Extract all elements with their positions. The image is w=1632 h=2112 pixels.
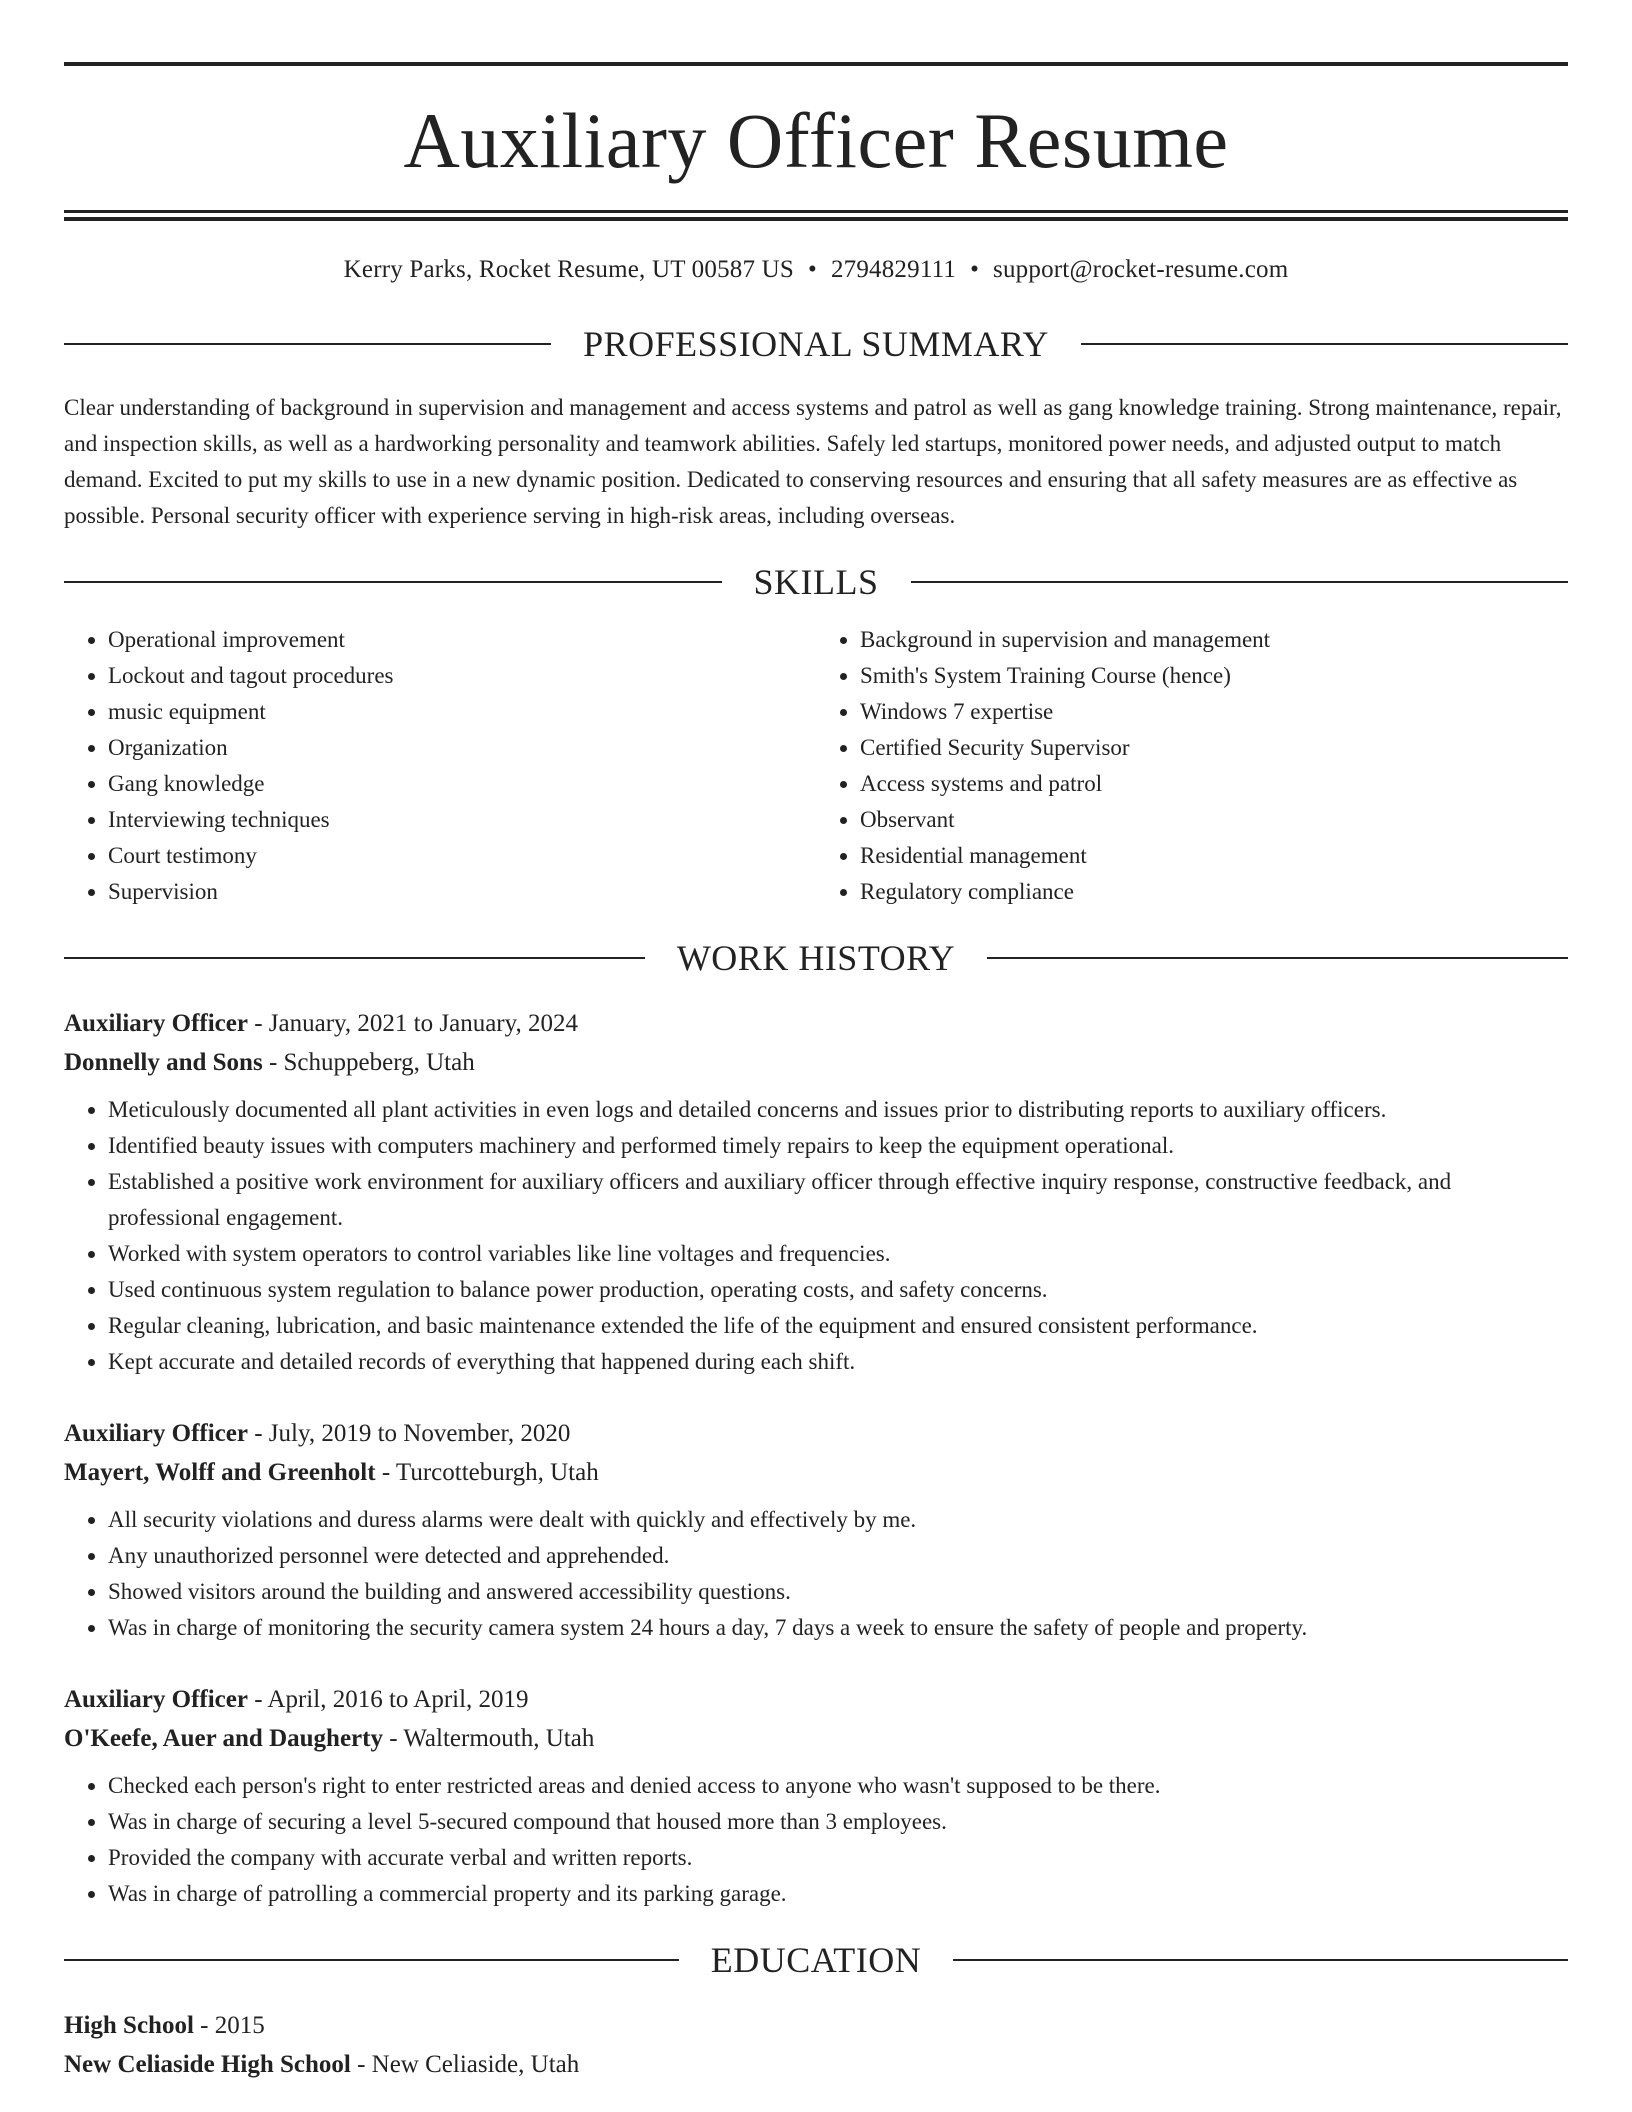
heading-rule xyxy=(987,957,1568,959)
heading-rule xyxy=(64,957,645,959)
heading-rule xyxy=(64,343,551,345)
job-location: - Schuppeberg, Utah xyxy=(262,1049,475,1076)
education-year: - 2015 xyxy=(193,2012,265,2039)
section-heading-summary xyxy=(64,326,1568,362)
skills-list-left xyxy=(64,622,816,910)
skill-item: • music equipment xyxy=(108,694,816,730)
job-company: Mayert, Wolff and Greenholt xyxy=(64,1459,376,1486)
section-heading-education xyxy=(64,1942,1568,1978)
heading-rule xyxy=(953,1959,1568,1961)
job-bullet: • Was in charge of patrolling a commercial property and its parking garage. xyxy=(108,1876,1568,1912)
contact-separator: • xyxy=(970,256,980,283)
contact-address: Kerry Parks, Rocket Resume, UT 00587 US xyxy=(343,256,794,283)
education-school-line xyxy=(64,2045,1568,2084)
section-title: PROFESSIONAL SUMMARY xyxy=(583,324,1049,364)
job-title-line xyxy=(64,1680,1568,1719)
section-title: WORK HISTORY xyxy=(676,938,956,978)
job-dates: - April, 2016 to April, 2019 xyxy=(247,1686,529,1713)
job-bullet: • Worked with system operators to control variables like line voltages and frequencies. xyxy=(108,1236,1568,1272)
job-company-line xyxy=(64,1453,1568,1492)
job-company: Donnelly and Sons xyxy=(64,1049,263,1076)
job-dates: - July, 2019 to November, 2020 xyxy=(247,1420,571,1447)
job-bullet: • Was in charge of monitoring the security camera system 24 hours a day, 7 days a week to ensure the safety of people and property. xyxy=(108,1610,1568,1646)
job-role: Auxiliary Officer xyxy=(64,1420,248,1447)
job-company-line xyxy=(64,1719,1568,1758)
top-rule xyxy=(64,62,1568,66)
section-title: SKILLS xyxy=(753,562,879,602)
contact-email: support@rocket-resume.com xyxy=(993,256,1289,283)
skill-item: • Background in supervision and management xyxy=(860,622,1568,658)
job-bullet: • Kept accurate and detailed records of everything that happened during each shift. xyxy=(108,1344,1568,1380)
job-company-line xyxy=(64,1043,1568,1082)
skill-item: • Lockout and tagout procedures xyxy=(108,658,816,694)
contact-phone: 2794829111 xyxy=(830,256,957,283)
education-entry xyxy=(64,2006,1568,2084)
job-dates: - January, 2021 to January, 2024 xyxy=(247,1010,579,1037)
heading-rule xyxy=(64,581,722,583)
skill-item: • Access systems and patrol xyxy=(860,766,1568,802)
skill-item: • Court testimony xyxy=(108,838,816,874)
section-title: EDUCATION xyxy=(710,1940,922,1980)
job-bullet: • Checked each person's right to enter restricted areas and denied access to anyone who wasn't supposed to be there. xyxy=(108,1768,1568,1804)
job-bullets xyxy=(64,1092,1568,1380)
education-school: New Celiaside High School xyxy=(64,2051,351,2078)
job-role: Auxiliary Officer xyxy=(64,1010,248,1037)
professional-summary-text: Clear understanding of background in supervision and management and access systems and patrol as well as gang knowledge training. Strong maintenance, repair, and inspection skills, as well as a hardworking personality and teamwork abilities. Safely led startups, monitored power needs, and adjusted output to match demand. Excited to put my skills to use in a new dynamic position. Dedicated to conserving resources and ensuring that all safety measures are as effective as possible. Personal security officer with experience serving in high-risk areas, including overseas. xyxy=(64,395,1562,528)
title-double-rule xyxy=(64,210,1568,221)
skill-item: • Residential management xyxy=(860,838,1568,874)
job-entry xyxy=(64,1680,1568,1912)
job-bullet: • Regular cleaning, lubrication, and basic maintenance extended the life of the equipment and ensured consistent performance. xyxy=(108,1308,1568,1344)
skill-item: • Observant xyxy=(860,802,1568,838)
skill-item: • Interviewing techniques xyxy=(108,802,816,838)
skill-item: • Gang knowledge xyxy=(108,766,816,802)
job-bullet: • Provided the company with accurate verbal and written reports. xyxy=(108,1840,1568,1876)
job-location: - Waltermouth, Utah xyxy=(382,1725,595,1752)
heading-rule xyxy=(1081,343,1568,345)
job-company: O'Keefe, Auer and Daugherty xyxy=(64,1725,383,1752)
job-bullet: • Was in charge of securing a level 5-secured compound that housed more than 3 employees. xyxy=(108,1804,1568,1840)
skill-item: • Certified Security Supervisor xyxy=(860,730,1568,766)
contact-separator: • xyxy=(807,256,817,283)
section-heading-work xyxy=(64,940,1568,976)
job-bullet: • Identified beauty issues with computers machinery and performed timely repairs to keep the equipment operational. xyxy=(108,1128,1568,1164)
skills-columns xyxy=(64,622,1568,910)
skill-item: • Operational improvement xyxy=(108,622,816,658)
job-bullet: • Showed visitors around the building and answered accessibility questions. xyxy=(108,1574,1568,1610)
skill-item: • Windows 7 expertise xyxy=(860,694,1568,730)
heading-rule xyxy=(64,1959,679,1961)
job-title-line xyxy=(64,1414,1568,1453)
job-entry xyxy=(64,1004,1568,1380)
job-bullet: • All security violations and duress alarms were dealt with quickly and effectively by me. xyxy=(108,1502,1568,1538)
skills-list-right xyxy=(816,622,1568,910)
work-history xyxy=(64,1004,1568,1912)
education-location: - New Celiaside, Utah xyxy=(350,2051,580,2078)
education-degree: High School xyxy=(64,2012,194,2039)
job-bullets xyxy=(64,1768,1568,1912)
skill-item: • Smith's System Training Course (hence) xyxy=(860,658,1568,694)
heading-rule xyxy=(911,581,1569,583)
skill-item: • Regulatory compliance xyxy=(860,874,1568,910)
job-location: - Turcotteburgh, Utah xyxy=(375,1459,599,1486)
job-bullet: • Any unauthorized personnel were detected and apprehended. xyxy=(108,1538,1568,1574)
skill-item: • Supervision xyxy=(108,874,816,910)
section-heading-skills xyxy=(64,564,1568,600)
contact-line xyxy=(64,257,1568,282)
job-bullet: • Meticulously documented all plant activities in even logs and detailed concerns and issues prior to distributing reports to auxiliary officers. xyxy=(108,1092,1568,1128)
job-entry xyxy=(64,1414,1568,1646)
resume-title: Auxiliary Officer Resume xyxy=(403,97,1229,184)
job-bullet: • Established a positive work environment for auxiliary officers and auxiliary officer through effective inquiry response, constructive feedback, and professional engagement. xyxy=(108,1164,1568,1236)
job-bullet: • Used continuous system regulation to balance power production, operating costs, and safety concerns. xyxy=(108,1272,1568,1308)
skill-item: • Organization xyxy=(108,730,816,766)
job-bullets xyxy=(64,1502,1568,1646)
education-degree-line xyxy=(64,2006,1568,2045)
job-role: Auxiliary Officer xyxy=(64,1686,248,1713)
job-title-line xyxy=(64,1004,1568,1043)
